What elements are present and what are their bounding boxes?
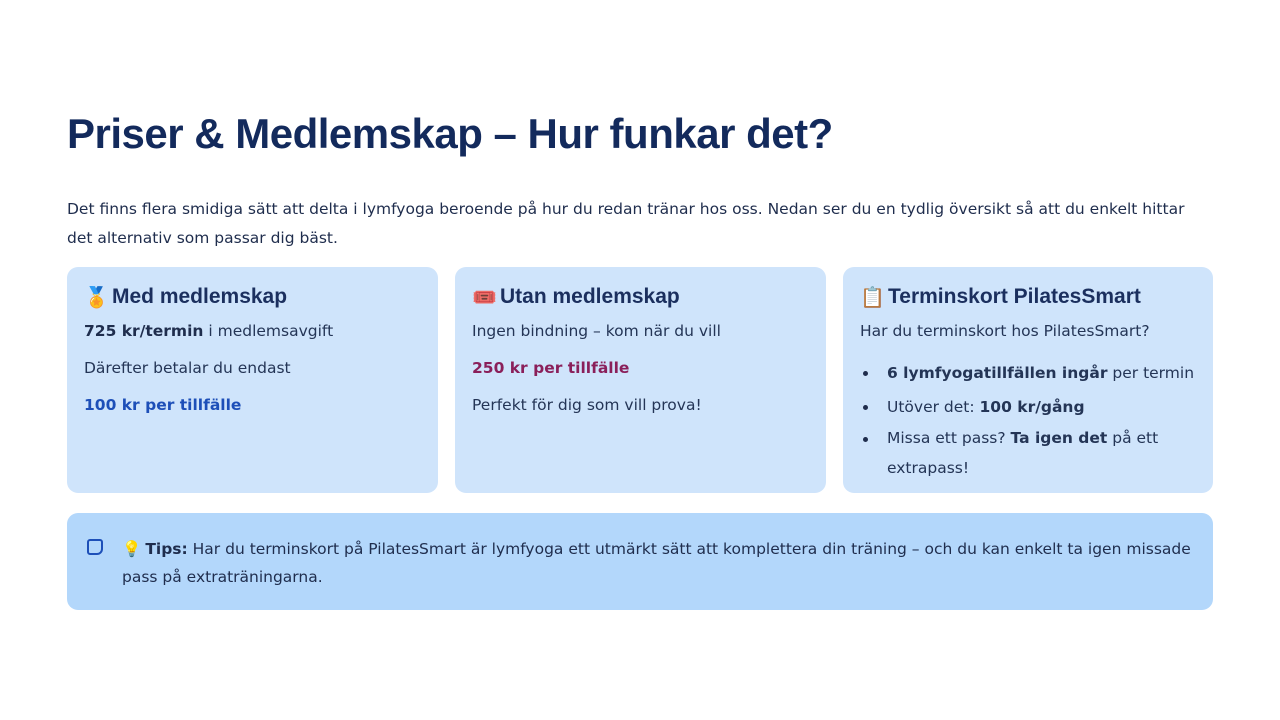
extra-price-label: Utöver det: [887,398,980,416]
tips-label: Tips: [145,540,188,558]
make-up-suffix: på ett extrapass! [887,429,1159,477]
pricing-cards [67,267,1213,493]
missed-class-label: Missa ett pass? [887,429,1011,447]
tips-body: Har du terminskort på PilatesSmart är lymfyoga ett utmärkt sätt att komplettera din träning – och du kan enkelt ta igen missade pass på extraträningarna. [122,540,1191,586]
ticket-icon: 🎟️ [472,285,497,309]
card-without-membership [455,267,826,493]
try-it-text: Perfekt för dig som vill prova! [472,396,702,414]
term-pass-benefits [860,357,1197,483]
membership-fee [84,320,422,342]
lightbulb-icon: 💡 [122,540,142,558]
note-icon [87,539,103,555]
make-up-label: Ta igen det [1010,429,1108,447]
card-header [472,283,810,311]
medal-icon: 🏅 [84,285,109,309]
membership-fee-label: i medlemsavgift [203,322,334,340]
page-title: Priser & Medlemskap – Hur funkar det? [67,110,833,157]
tips-callout [67,513,1213,610]
card-term-pass [843,267,1213,493]
included-sessions-suffix: per termin [1107,364,1195,382]
card-title: Terminskort PilatesSmart [888,285,1141,308]
extra-price: 100 kr/gång [979,398,1085,416]
list-item [860,423,1197,483]
card-title: Med medlemskap [112,285,288,308]
card-title: Utan medlemskap [500,285,680,308]
term-pass-question: Har du terminskort hos PilatesSmart? [860,322,1150,340]
clipboard-icon: 📋 [860,285,885,309]
intro-paragraph: Det finns flera smidiga sätt att delta i lymfyoga beroende på hur du redan tränar hos oss. Nedan ser du en tydlig översikt så att du enkelt hittar det alternativ som passar dig bäst. [67,200,1185,247]
included-sessions: 6 lymfyogatillfällen ingår [887,364,1108,382]
no-commitment-text: Ingen bindning – kom när du vill [472,322,721,340]
membership-fee-amount: 725 kr/termin [84,322,204,340]
card-header [84,283,422,311]
dropin-session-price: 250 kr per tillfälle [472,359,630,377]
card-header [860,283,1197,311]
card-with-membership [67,267,438,493]
member-session-price: 100 kr per tillfälle [84,396,242,414]
tips-text [122,535,1192,591]
membership-note: Därefter betalar du endast [84,359,291,377]
list-item [860,391,1197,423]
list-item [860,357,1197,389]
